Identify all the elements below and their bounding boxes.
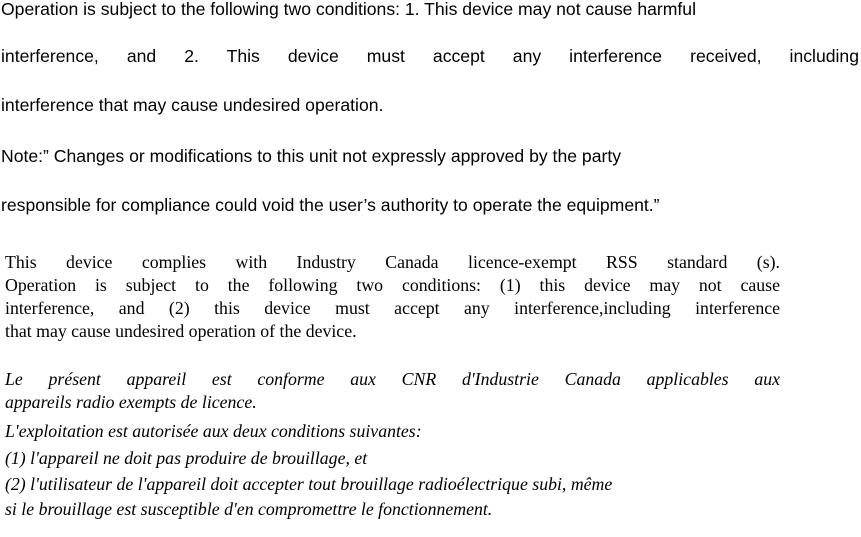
- ic-french-statement: [5, 368, 780, 521]
- ic-fr-line-5: (2) l'utilisateur de l'appareil doit accepter tout brouillage radioélectrique subi, même: [5, 474, 613, 494]
- ic-en-line-3: interference, and (2) this device must accept any interference,including interference: [5, 298, 780, 318]
- ic-fr-line-6: si le brouillage est susceptible d'en compromettre le fonctionnement.: [5, 499, 493, 519]
- ic-english-statement: [5, 251, 780, 343]
- fcc-note-line-2: responsible for compliance could void the user’s authority to operate the equipment.”: [1, 195, 660, 215]
- ic-en-line-4: that may cause undesired operation of the device.: [5, 321, 357, 341]
- ic-fr-line-4: (1) l'appareil ne doit pas produire de brouillage, et: [5, 448, 368, 468]
- ic-fr-line-3: L'exploitation est autorisée aux deux conditions suivantes:: [5, 421, 422, 441]
- ic-en-line-2: Operation is subject to the following two conditions: (1) this device may not cause: [5, 275, 780, 295]
- ic-fr-line-2: appareils radio exempts de licence.: [5, 392, 257, 412]
- fcc-line-1: Operation is subject to the following two conditions: 1. This device may not cause harmful: [1, 0, 696, 19]
- ic-en-line-1: This device complies with Industry Canada licence-exempt RSS standard (s).: [5, 252, 780, 272]
- fcc-note-line-1: Note:” Changes or modifications to this unit not expressly approved by the party: [1, 146, 622, 166]
- ic-fr-line-1: Le présent appareil est conforme aux CNR d'Industrie Canada applicables aux: [5, 369, 780, 389]
- fcc-line-3: interference that may cause undesired operation.: [1, 95, 384, 115]
- fcc-line-2: interference, and 2. This device must accept any interference received, including: [1, 46, 859, 66]
